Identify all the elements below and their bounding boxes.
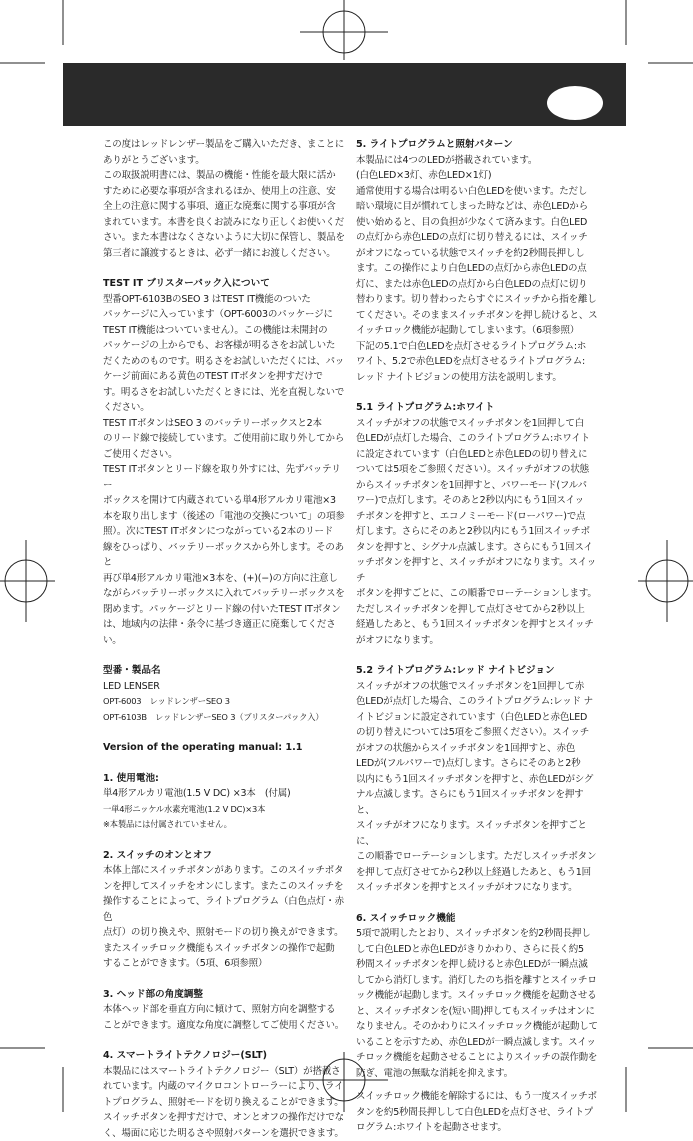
section-2-heading: 2. スイッチのオンとオフ (103, 848, 347, 864)
blister-heading: TEST IT ブリスターパック入について (103, 276, 347, 292)
model-line-1: OPT-6003 レッドレンザーSEO 3 (103, 694, 347, 710)
section-6-text-1: 5項で説明したとおり、スイッチボタンを約2秒間長押し して白色LEDと赤色LEDがきりかわり、さらに長く約5 秒間スイッチボタンを押し続けると赤色LEDが一瞬点滅 してから消灯します。消灯したのち指を離すとスイッチロ ック機能が起動します。スイッチロック機能を起動させる と、スイッチボタンを(短い間)押してもスイッチはオンに なりません。そのかわりにスイッチロック機能が起動して いることを示すため、赤色LEDが一瞬点滅します。スイッ チロック機能を起動させることによりスイッチの誤作動を 防ぎ、電池の無駄な消耗を抑えます。 (356, 926, 601, 1081)
manual-version: Version of the operating manual: 1.1 (103, 740, 347, 756)
page-number-oval (547, 86, 603, 120)
section-5-1-heading: 5.1 ライトプログラム:ホワイト (356, 400, 601, 416)
section-2-text: 本体上部にスイッチボタンがあります。このスイッチボタ ンを押してスイッチをオンにします。またこのスイッチを 操作することによって、ライトプログラム（白色点灯・赤色 点灯）の切り換えや、照射モードの切り換えができます。 またスイッチロック機能もスイッチボタンの操作で起動 することができます。（5項、6項参照） (103, 863, 347, 972)
section-5-2-heading: 5.2 ライトプログラム:レッド ナイトビジョン (356, 663, 601, 679)
section-6-text-2: スイッチロック機能を解除するには、もう一度スイッチボ タンを約5秒間長押しして白色LEDを点灯させ、ライトプ ログラム:ホワイトを起動させます。 (356, 1089, 601, 1136)
blister-paragraph-3: TEST ITボタンとリード線を取り外すには、先ずバッテリー ボックスを開けて内蔵されている単4形アルカリ電池×3 本を取り出します（後述の「電池の交換について」の項参 照）。次にTEST ITボタンにつながっている2本のリード 線をひっぱり、バッテリーボックスから外します。そのあと 再び単4形アルカリ電池×3本を、(+)(−)の方向に注意し ながらバッテリーボックスに入れてバッテリーボックスを 閉めます。パッケージとリード線の付いたTEST ITボタン は、地域内の法律・条令に基づき適正に廃棄してください。 (103, 462, 347, 648)
blister-paragraph-2: TEST ITボタンはSEO 3 のバッテリーボックスと2本 のリード線で接続しています。ご使用前に取り外してから ご使用ください。 (103, 416, 347, 463)
left-column (103, 137, 347, 1141)
section-6-heading: 6. スイッチロック機能 (356, 911, 601, 927)
model-brand: LED LENSER (103, 679, 347, 695)
section-5-text: 本製品には4つのLEDが搭載されています。 (白色LED×3灯、赤色LED×1灯) 通常使用する場合は明るい白色LEDを使います。ただし 暗い環境に目が慣れてしまった時などは、赤色LEDから 使い始めると、目の負担が少なくて済みます。白色LED の点灯から赤色LEDの点灯に切り替えるには、スイッチ がオフになっている状態でスイッチを約2秒間長押しし ます。この操作により白色LEDの点灯から赤色LEDの点 灯に、または赤色LEDの点灯から白色LEDの点灯に切り 替わります。切り替わったらすぐにスイッチから指を離し てください。そのままスイッチボタンを押し続けると、ス イッチロック機能が起動してしまいます。（6項参照） 下記の5.1で白色LEDを点灯させるライトプログラム:ホ ワイト、5.2で赤色LEDを点灯させるライトプログラム: レッド ナイトビジョンの使用方法を説明します。 (356, 153, 601, 386)
blister-paragraph-1: 型番OPT-6103BのSEO 3 はTEST IT機能のついた パッケージに入っています（OPT-6003のパッケージに TEST IT機能はついていません）。この機能は未開封の パッケージの上からでも、お客様が明るさをお試しいた だくためのものです。明るさをお試しいただくには、パッ ケージ前面にある黄色のTEST ITボタンを押すだけで す。明るさをお試しいただくときには、光を直視しないで ください。 (103, 292, 347, 416)
section-5-2-text: スイッチがオフの状態でスイッチボタンを1回押して赤 色LEDが点灯した場合、このライトプログラム:レッド ナ イトビジョンに設定されています（白色LEDと赤色LED の切り替えについては5項をご参照ください）。スイッチ がオフの状態からスイッチボタンを1回押すと、赤色 LEDが(フルパワーで)点灯します。さらにそのあと2秒 以内にもう1回スイッチボタンを押すと、赤色LEDがシグ ナル点滅します。さらにもう1回スイッチボタンを押すと、 スイッチがオフになります。スイッチボタンを押すごとに、 この順番でローテーションします。ただしスイッチボタン を押して点灯させてから2秒以上経過したあと、もう1回 スイッチボタンを押すとスイッチがオフになります。 (356, 679, 601, 896)
section-3-text: 本体ヘッド部を垂直方向に傾けて、照射方向を調整する ことができます。適度な角度に調整してご使用ください。 (103, 1002, 347, 1033)
section-1-note: 一単4形ニッケル水素充電池(1.2 V DC)×3本 ※本製品には付属されていません。 (103, 802, 347, 833)
section-5-heading: 5. ライトプログラムと照射パターン (356, 137, 601, 153)
model-line-2: OPT-6103B レッドレンザーSEO 3（ブリスターパック入） (103, 710, 347, 726)
model-heading: 型番・製品名 (103, 663, 347, 679)
section-5-1-text: スイッチがオフの状態でスイッチボタンを1回押して白 色LEDが点灯した場合、このライトプログラム:ホワイト に設定されています（白色LEDと赤色LEDの切り替えに ついては5項をご参照ください）。スイッチがオフの状態 からスイッチボタンを1回押すと、パワーモード(フルパ ワー)で点灯します。そのあと2秒以内にもう1回スイッ チボタンを押すと、エコノミーモード(ローパワー)で点 灯します。さらにそのあと2秒以内にもう1回スイッチボ タンを押すと、シグナル点滅します。さらにもう1回スイ ッチボタンを押すと、スイッチがオフになります。スイッチ ボタンを押すごとに、この順番でローテーションします。 ただしスイッチボタンを押して点灯させてから2秒以上 経過したあと、もう1回スイッチボタンを押すとスイッチ がオフになります。 (356, 416, 601, 649)
section-4-text: 本製品にはスマートライトテクノロジー（SLT）が搭載さ れています。内蔵のマイクロコントローラーにより、ライ トプログラム、照射モードを切り換えることができます。 スイッチボタンを押すだけで、オンとオフの操作だけでな く、場面に応じた明るさや照射パターンを選択できます。 (103, 1064, 347, 1141)
intro-text: この度はレッドレンザー製品をご購入いただき、まことに ありがとうございます。 この取扱説明書には、製品の機能・性能を最大限に活か すために必要な事項が含まれるほか、使用上の注意、安 全上の注意に関する事項、適正な廃棄に関する事項が含 まれています。本書を良くお読みになり正しくお使いくだ さい。また本書はなくさないように大切に保管し、製品を 第三者に譲渡するときは、必ず一緒にお渡しください。 (103, 137, 347, 261)
header-bar (63, 63, 626, 126)
right-column (356, 137, 601, 1136)
section-1-battery: 単4形アルカリ電池(1.5 V DC) ×3本 (付属) (103, 786, 347, 802)
section-3-heading: 3. ヘッド部の角度調整 (103, 987, 347, 1003)
section-1-heading: 1. 使用電池: (103, 771, 347, 787)
section-4-heading: 4. スマートライトテクノロジー(SLT) (103, 1048, 347, 1064)
